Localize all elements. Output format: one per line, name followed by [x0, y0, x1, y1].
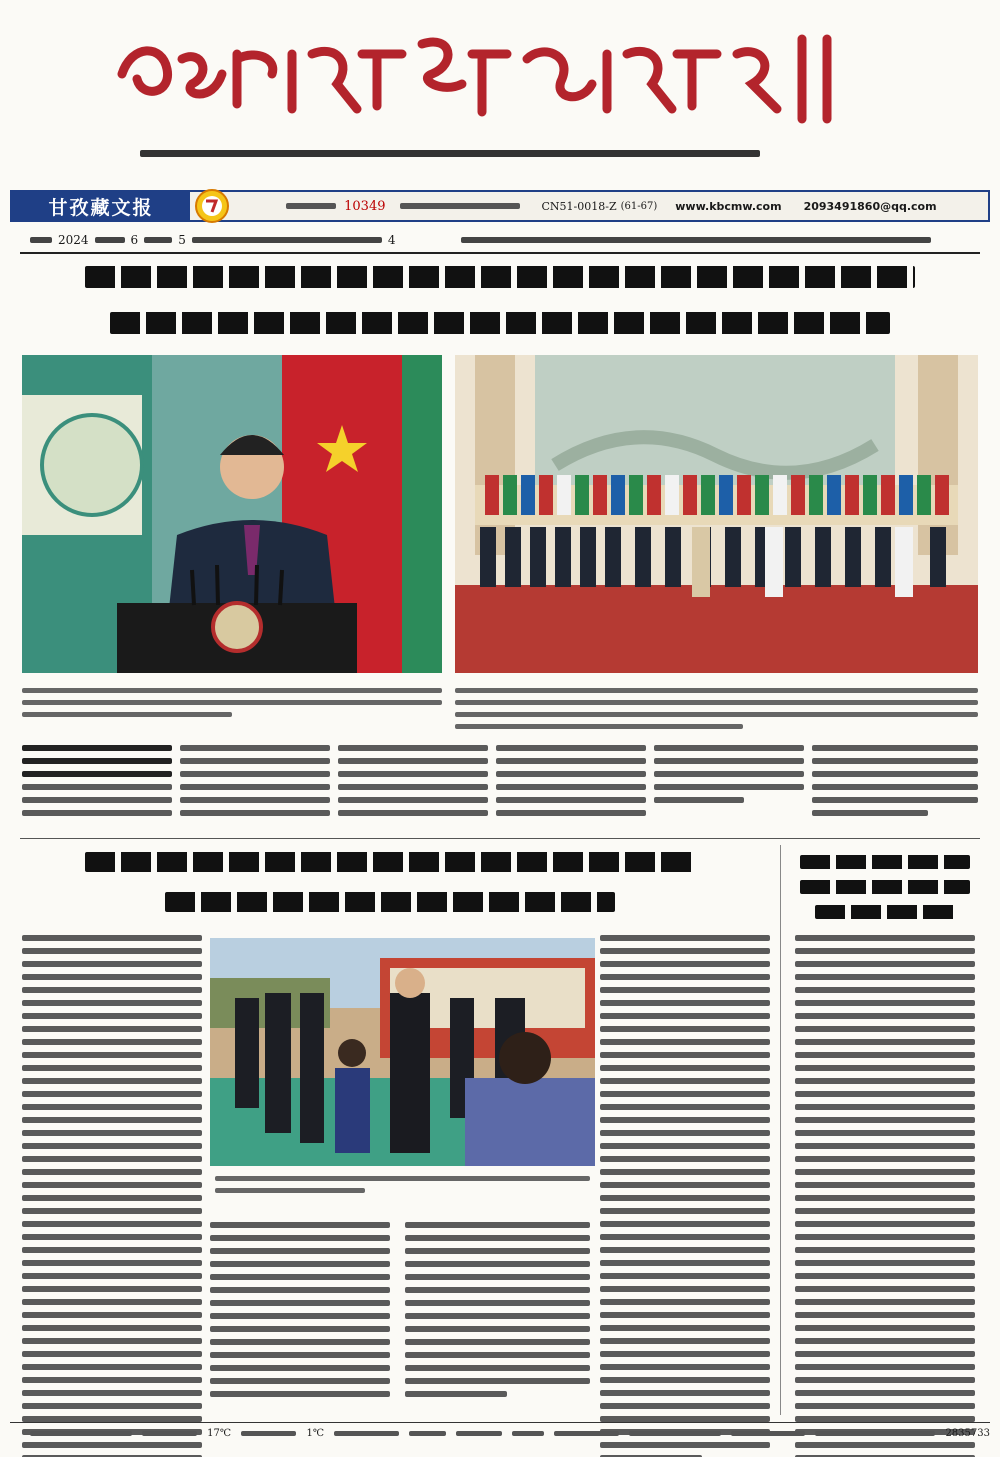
lead-article-col-4 — [496, 745, 646, 823]
masthead-tagline — [140, 150, 760, 157]
year: 2024 — [58, 233, 89, 247]
lead-article-col-2 — [180, 745, 330, 823]
column-divider — [780, 845, 781, 1415]
visit-school-photo — [210, 938, 595, 1166]
second-headline-line-2 — [165, 892, 615, 912]
top-rule — [20, 252, 980, 254]
sidebar-headline-line-3 — [815, 905, 955, 919]
issue-number: 10349 — [344, 198, 386, 214]
lead-photo-speech — [22, 355, 442, 673]
cn-number: CN51-0018-Z — [541, 199, 617, 213]
section-rule — [20, 838, 980, 839]
second-article-col-1 — [22, 935, 202, 1457]
footer-strip — [10, 1422, 990, 1444]
sidebar-article-text — [795, 935, 975, 1457]
lead-article-col-6 — [812, 745, 978, 823]
lead-headline-line-1 — [85, 266, 915, 288]
lead-photo-group — [455, 355, 978, 673]
issue-label — [286, 203, 336, 209]
visit-photo-caption — [215, 1176, 590, 1200]
registration-label — [400, 203, 520, 209]
sidebar-headline-line-2 — [800, 880, 970, 894]
second-article-col-2 — [210, 1222, 390, 1404]
second-article-col-3 — [405, 1222, 590, 1404]
masthead — [0, 0, 1000, 150]
info-banner: 甘孜藏文报 10349 CN51-0018-Z (61-67) www.kbcmw.com 2093491860@qq.com — [10, 190, 990, 222]
footer-temp-1: 17℃ — [207, 1428, 232, 1439]
dateline — [30, 232, 980, 248]
masthead-title-logo — [112, 14, 882, 124]
footer-code: 2835733 — [945, 1428, 990, 1439]
lead-article-col-3 — [338, 745, 488, 823]
anniversary-emblem-icon — [194, 188, 230, 224]
month: 6 — [130, 233, 139, 247]
lead-photo-caption-left — [22, 688, 442, 724]
lead-headline-line-2 — [110, 312, 890, 334]
lead-article-col-1 — [22, 745, 172, 823]
page-count: 4 — [387, 233, 396, 247]
sidebar-headline-line-1 — [800, 855, 970, 869]
footer-temp-2: 1℃ — [306, 1428, 325, 1439]
publication-name: 甘孜藏文报 — [12, 192, 190, 220]
lead-article-col-5 — [654, 745, 804, 810]
second-article-col-4 — [600, 935, 770, 1457]
email-address[interactable]: 2093491860@qq.com — [803, 199, 937, 213]
day: 5 — [178, 233, 186, 247]
second-headline-line-1 — [85, 852, 695, 872]
lead-photo-caption-right — [455, 688, 978, 736]
website-link[interactable]: www.kbcmw.com — [675, 199, 782, 213]
code-range: 61-67 — [624, 200, 654, 212]
